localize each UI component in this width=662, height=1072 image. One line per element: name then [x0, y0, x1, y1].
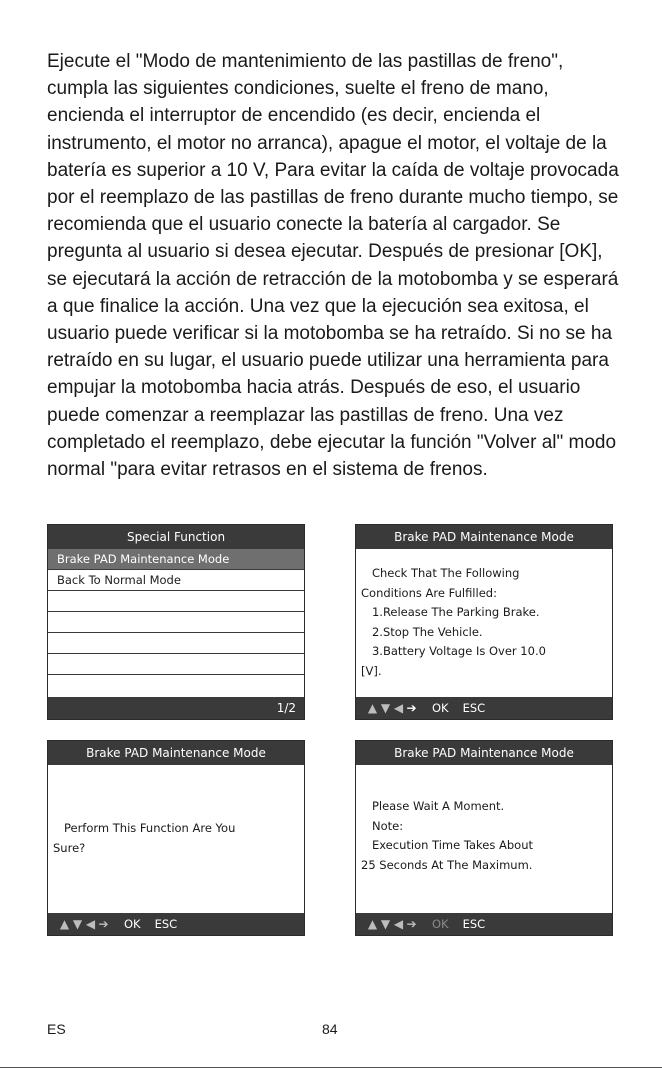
wait-screen [355, 740, 613, 936]
message-line: Sure? [53, 840, 86, 855]
ok-key[interactable]: OK [124, 917, 141, 931]
menu-item-empty [48, 633, 304, 654]
intro-paragraph: Ejecute el "Modo de mantenimiento de las pastillas de freno", cumpla las siguientes condiciones, suelte el freno de mano, encienda el interruptor de encendido (es decir, encienda el instrumento, el motor no arranca), apague el motor, el voltaje de la batería es superior a 10 V, Para evitar la caída de voltaje provocada por el reemplazo de las pastillas de freno durante mucho tiempo, se recomienda que el usuario conecte la batería al cargador. Se pregunta al usuario si desea ejecutar. Después de presionar [OK], se ejecutará la acción de retracción de la motobomba y se esperará a que finalice la acción. Una vez que la ejecución sea exitosa, el usuario puede verificar si la motobomba se ha retraído. Si no se ha retraído en su lugar, el usuario puede utilizar una herramienta para empujar la motobomba hacia atrás. Después de eso, el usuario puede comenzar a reemplazar las pastillas de freno. Una vez completado el reemplazo, debe ejecutar la función "Volver al" modo normal "para evitar retrasos en el sistema de frenos. [47, 51, 619, 481]
arrow-up-icon[interactable]: ▲ [367, 917, 378, 931]
menu-item-empty [48, 654, 304, 675]
screen-title: Brake PAD Maintenance Mode [356, 525, 612, 549]
page-number: 84 [322, 1021, 338, 1037]
message-line: Note: [361, 818, 404, 833]
screen-title: Brake PAD Maintenance Mode [48, 741, 304, 765]
confirm-screen [47, 740, 305, 936]
message-line: 25 Seconds At The Maximum. [361, 857, 533, 872]
message-line: Check That The Following [361, 566, 520, 580]
ok-key[interactable]: OK [432, 701, 449, 715]
message-body [48, 765, 304, 913]
arrow-left-icon[interactable]: ◀ [393, 701, 404, 715]
page-indicator: 1/2 [276, 701, 296, 715]
language-code: ES [47, 1021, 66, 1037]
conditions-screen [355, 524, 613, 720]
message-line: Perform This Function Are You [53, 821, 236, 835]
arrow-left-icon[interactable]: ◀ [393, 917, 404, 931]
bottom-divider [0, 1067, 662, 1068]
arrow-down-icon[interactable]: ▼ [380, 917, 391, 931]
menu-list [48, 549, 304, 697]
screen-footer [356, 697, 612, 719]
message-body [356, 765, 612, 913]
arrow-right-icon[interactable]: ➔ [406, 701, 417, 715]
ok-key[interactable]: OK [432, 917, 449, 931]
message-line: 1.Release The Parking Brake. [361, 605, 540, 619]
menu-item-empty [48, 612, 304, 633]
arrow-up-icon[interactable]: ▲ [59, 917, 70, 931]
special-function-screen [47, 524, 305, 720]
esc-key[interactable]: ESC [462, 701, 486, 715]
menu-item-brake-pad-maintenance[interactable]: Brake PAD Maintenance Mode [48, 549, 304, 570]
message-line: Conditions Are Fulfilled: [361, 585, 497, 600]
menu-item-back-to-normal[interactable]: Back To Normal Mode [48, 570, 304, 591]
arrow-right-icon[interactable]: ➔ [98, 917, 109, 931]
arrow-right-icon[interactable]: ➔ [406, 917, 417, 931]
esc-key[interactable]: ESC [154, 917, 178, 931]
screen-footer [48, 697, 304, 719]
screen-footer [48, 913, 304, 935]
message-line: [V]. [361, 663, 382, 678]
arrow-left-icon[interactable]: ◀ [85, 917, 96, 931]
screen-title: Special Function [48, 525, 304, 549]
arrow-down-icon[interactable]: ▼ [72, 917, 83, 931]
esc-key[interactable]: ESC [462, 917, 486, 931]
message-line: 2.Stop The Vehicle. [361, 624, 483, 639]
message-line: Execution Time Takes About [361, 838, 533, 852]
screen-title: Brake PAD Maintenance Mode [356, 741, 612, 765]
message-line: Please Wait A Moment. [361, 799, 505, 813]
screen-footer [356, 913, 612, 935]
arrow-up-icon[interactable]: ▲ [367, 701, 378, 715]
message-body [356, 549, 612, 697]
arrow-down-icon[interactable]: ▼ [380, 701, 391, 715]
menu-item-empty [48, 591, 304, 612]
message-line: 3.Battery Voltage Is Over 10.0 [361, 644, 546, 658]
